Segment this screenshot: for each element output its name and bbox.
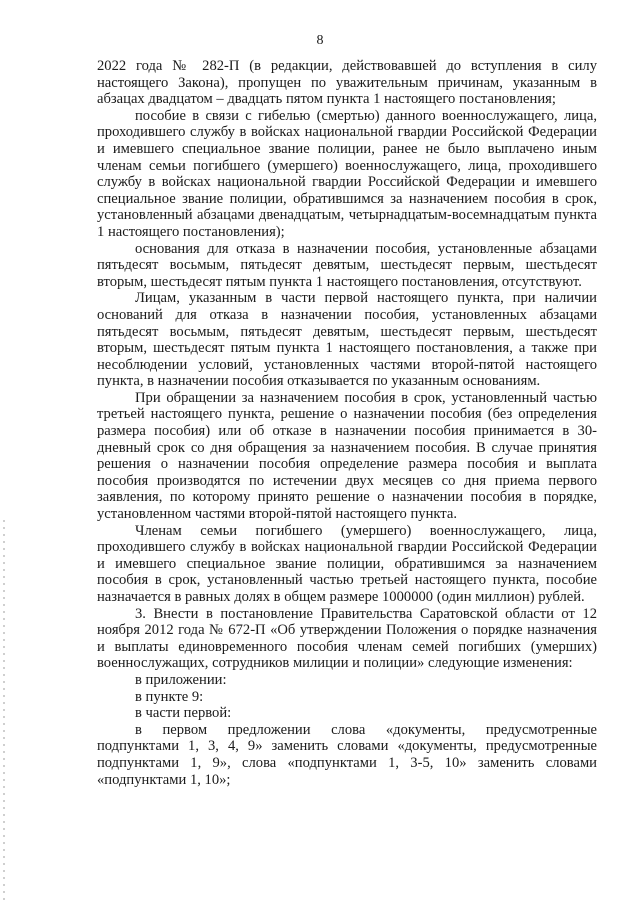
paragraph: При обращении за назначением пособия в срок, установленный частью третьей настоящего пункта, решение о назначении пособия (без определения размера пособия) или об отказе в назначении пособия принимается в 30-дневный срок со дня обращения за назначением пособия. В случае принятия решения о назначении пособия определение размера пособия и выплата пособия производятся по истечении двух месяцев со дня приема первого заявления, по которому принято решение о назначении пособия в порядке, установленном частями второй-пятой настоящего пункта.: [97, 389, 597, 523]
paragraph: в части первой:: [135, 705, 232, 722]
paragraph: в первом предложении слова «документы, предусмотренные подпунктами 1, 3, 4, 9» заменить словами «документы, предусмотренные подпунктами 1, 9», слова «подпунктами 1, 3-5, 10» заменить словами «подпунктами 1, 10»;: [97, 721, 597, 788]
scan-edge-mark: [3, 520, 5, 900]
paragraph: в пункте 9:: [135, 688, 204, 705]
paragraph: пособие в связи с гибелью (смертью) данного военнослужащего, лица, проходившего службу в войсках национальной гвардии Российской Федерации и имевшего специальное звание полиции, ранее не было выплачено иным членам семьи погибшего (умершего) военнослужащего, лица, проходившего службу в войсках национальной гвардии Российской Федерации и имевшего специальное звание полиции, обратившимся за назначением пособия в срок, установленный абзацами двенадцатым, четырнадцатым-восемнадцатым пункта 1 настоящего постановления);: [97, 107, 597, 240]
paragraph: 2022 года № 282-П (в редакции, действовавшей до вступления в силу настоящего Закона), пропущен по уважительным причинам, указанным в абзацах двадцатом – двадцать пятом пункта 1 настоящего постановления;: [97, 58, 597, 108]
paragraph: Членам семьи погибшего (умершего) военнослужащего, лица, проходившего службу в войсках национальной гвардии Российской Федерации и имевшего специальное звание полиции, обратившимся за назначением пособия в срок, установленный частью третьей настоящего пункта, пособие назначается в равных долях в общем размере 1000000 (один миллион) рублей.: [97, 522, 597, 605]
document-body: [97, 58, 597, 788]
paragraph: Лицам, указанным в части первой настоящего пункта, при наличии оснований для отказа в назначении пособия, установленных абзацами пятьдесят восьмым, пятьдесят девятым, шестьдесят первым, шестьдесят вторым, шестьдесят пятым пункта 1 настоящего постановления, а также при несоблюдении условий, установленных частями второй-пятой настоящего пункта, в назначении пособия отказывается по указанным основаниям.: [97, 290, 597, 390]
page-number: 8: [316, 33, 324, 48]
paragraph: 3. Внести в постановление Правительства Саратовской области от 12 ноября 2012 года № 672-П «Об утверждении Положения о порядке назначения и выплаты единовременного пособия членам семей погибших (умерших) военнослужащих, сотрудников милиции и полиции» следующие изменения:: [97, 605, 597, 672]
paragraph: в приложении:: [135, 671, 227, 688]
paragraph: основания для отказа в назначении пособия, установленные абзацами пятьдесят восьмым, пятьдесят девятым, шестьдесят первым, шестьдесят вторым, шестьдесят пятым пункта 1 настоящего постановления, отсутствуют.: [97, 240, 597, 290]
